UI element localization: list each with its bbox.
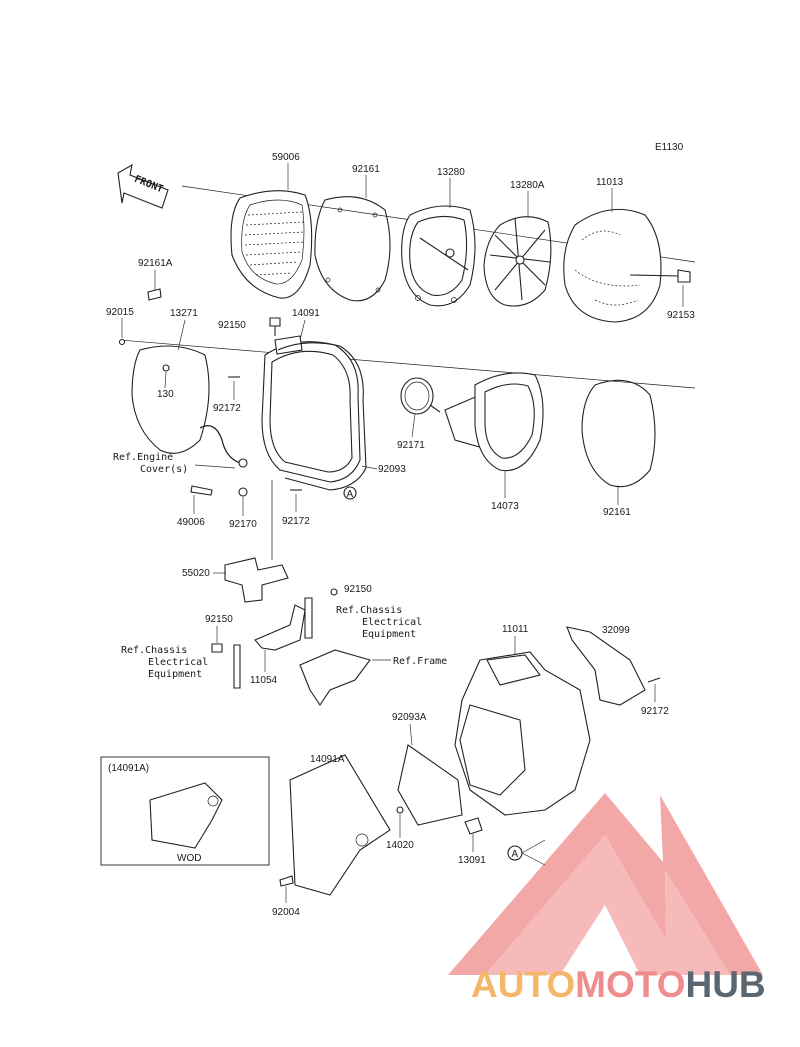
wire-clip-right <box>305 598 312 638</box>
part-14073 <box>445 373 543 471</box>
part-14020 <box>397 807 403 813</box>
label-11054: 11054 <box>250 675 278 686</box>
ref-engine-cover-line1: Ref.Engine <box>113 452 174 463</box>
label-59006: 59006 <box>272 152 300 163</box>
ref-chassis-right-line2: Electrical <box>362 617 423 628</box>
inset-caption: WOD <box>177 853 202 864</box>
label-14020: 14020 <box>386 840 414 851</box>
svg-text:A: A <box>346 489 354 500</box>
part-13280 <box>402 206 475 306</box>
label-13091: 13091 <box>458 855 486 866</box>
inset-box <box>101 757 269 865</box>
watermark-text: AUTOMOTOHUB <box>471 964 766 1005</box>
part-92150-b <box>331 589 337 595</box>
part-11054 <box>255 605 305 650</box>
part-92171 <box>401 378 440 414</box>
part-14091 <box>262 336 360 482</box>
part-92150-a <box>270 318 280 336</box>
label-11013: 11013 <box>596 177 624 188</box>
watermark-logo <box>448 793 763 975</box>
diagram-code: E1130 <box>655 142 684 153</box>
breather-hose <box>200 426 247 467</box>
ref-engine-cover-line2: Cover(s) <box>140 464 189 475</box>
svg-text:FRONT: FRONT <box>132 173 165 196</box>
part-14091A <box>290 755 390 895</box>
label-92172-c: 92172 <box>641 706 669 717</box>
part-11013 <box>564 209 661 322</box>
ref-chassis-right-line3: Equipment <box>362 629 417 640</box>
label-92150-b: 92150 <box>344 584 372 595</box>
part-92170 <box>239 488 247 496</box>
front-arrow-icon <box>118 165 168 208</box>
label-92093A: 92093A <box>392 712 427 723</box>
part-59006 <box>231 191 312 298</box>
label-92171: 92171 <box>397 440 425 451</box>
part-92015 <box>120 340 125 345</box>
part-92093A <box>398 745 462 825</box>
frame-bracket <box>300 650 370 705</box>
wire-clip-left <box>234 645 240 688</box>
label-92015: 92015 <box>106 307 134 318</box>
label-49006: 49006 <box>177 517 205 528</box>
label-14091: 14091 <box>292 308 320 319</box>
part-92004 <box>280 876 293 886</box>
label-92161A: 92161A <box>138 258 173 269</box>
label-92153: 92153 <box>667 310 695 321</box>
part-92150-c <box>212 644 222 652</box>
ref-chassis-left-line2: Electrical <box>148 657 209 668</box>
label-92172-b: 92172 <box>282 516 310 527</box>
part-92161-top <box>315 197 390 301</box>
label-55020: 55020 <box>182 568 210 579</box>
part-11011 <box>455 652 590 815</box>
part-92161A <box>148 289 161 300</box>
label-130: 130 <box>157 389 174 400</box>
part-92161-right <box>582 380 655 486</box>
label-14091A: 14091A <box>310 754 345 765</box>
label-11011: 11011 <box>502 624 529 635</box>
ref-chassis-right-line1: Ref.Chassis <box>336 605 403 616</box>
label-92150-a: 92150 <box>218 320 246 331</box>
label-92161-bottom: 92161 <box>603 507 631 518</box>
label-13280: 13280 <box>437 167 465 178</box>
label-92150-c: 92150 <box>205 614 233 625</box>
inset-title: (14091A) <box>108 763 150 774</box>
label-92093: 92093 <box>378 464 406 475</box>
label-92161-top: 92161 <box>352 164 380 175</box>
svg-text:A: A <box>511 849 519 860</box>
label-32099: 32099 <box>602 625 630 636</box>
label-92004: 92004 <box>272 907 300 918</box>
part-55020 <box>225 558 288 602</box>
ref-chassis-left-line1: Ref.Chassis <box>121 645 188 656</box>
label-92172-a: 92172 <box>213 403 241 414</box>
ref-chassis-left-line3: Equipment <box>148 669 203 680</box>
part-13280A <box>484 217 551 306</box>
label-14073: 14073 <box>491 501 519 512</box>
part-13091 <box>465 818 482 834</box>
label-13280A: 13280A <box>510 180 545 191</box>
label-92170: 92170 <box>229 519 257 530</box>
part-49006 <box>191 486 212 495</box>
label-13271: 13271 <box>170 308 198 319</box>
part-92172-c <box>648 678 660 682</box>
ref-frame: Ref.Frame <box>393 656 448 667</box>
